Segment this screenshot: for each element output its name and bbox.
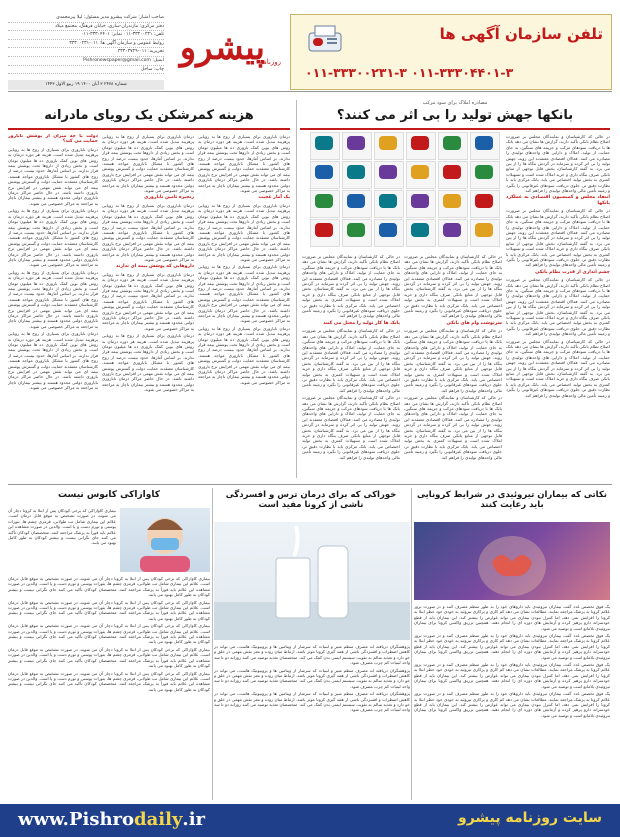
url-part: .ir — [182, 809, 206, 830]
website-url[interactable] — [18, 809, 205, 830]
story2-subhead: داروهایی که پوشش بیمه ای ندارند — [115, 264, 194, 270]
bank-logo — [342, 161, 372, 189]
bank-logo-mark — [443, 165, 461, 179]
column-rule — [411, 488, 412, 800]
bank-logo — [310, 219, 340, 247]
bank-logo — [406, 219, 436, 247]
ad-phones: ۰۱۱-۳۳۳۰۰۲۳۱-۳ ۰۱۱-۳۳۳۰۴۴۰۱-۳ — [305, 65, 514, 80]
bank-logo-mark — [443, 194, 461, 208]
thyroid-image — [414, 522, 610, 600]
bank-logo — [406, 190, 436, 218]
info-line: ایمیل: Pishronewspaper@gmail.com — [8, 57, 164, 66]
story1-body: در حالی که کارشناسان و نمایندگان مجلس بر ضرورت اصلاح نظام بانکی تأکید دارند، گزارش ها نشان می دهد بانک ها با دریافت سودهای مرکب و جریمه های سنگین، به جای حمایت از تولید، املاک و دارایی های واحدهای تولیدی را مصادره می کنند. فعالان اقتصادی معتقدند این رویه، جهش تولید را بی اثر کرده و سرمایه در گردش بنگاه ها را از بین می برد. به گفته کارشناسان، بخش قابل توجهی از منابع بانکی صرف بنگاه داری و خرید املاک شده است و تسهیلات کمتری به بخش تولید اختصاص می یابد. بانک مرکزی باید با نظارت دقیق تر، جلوی دریافت سودهای غیرقانونی را بگیرد و زمینه تأمین مالی واحدهای تولیدی را فراهم کند. — [506, 208, 610, 268]
url-part: www.Pishro — [18, 809, 135, 830]
bank-logo-mark — [347, 136, 365, 150]
bank-logo-mark — [475, 223, 493, 237]
bank-logo-mark — [315, 136, 333, 150]
bank-logo-mark — [411, 194, 429, 208]
bank-logo — [470, 190, 500, 218]
covid-text-top — [8, 508, 116, 572]
story1-subhead: چشم اندازی از قدرت نظام بانکی — [535, 269, 610, 275]
bank-logo — [310, 190, 340, 218]
story2-body: درمان ناباروری برای بسیاری از زوج ها به رویایی پرهزینه تبدیل شده است. هزینه هر دوره درمان به روش های نوین کمک باروری ده ها میلیون تومان است و بخش زیادی از داروها تحت پوشش بیمه قرار ندارند. بر اساس آمارها، حدود بیست درصد از زوج های کشور با مشکل ناباروری مواجه هستند. کارشناسان معتقدند حمایت دولت و گسترش پوشش بیمه ای می تواند نقش مهمی در افزایش نرخ باروری داشته باشد. در حال حاضر مراکز درمان ناباروری دولتی محدود هستند و بیشتر بیماران ناچار به مراجعه به مراکز خصوصی می شوند. — [8, 269, 98, 329]
story2-body: درمان ناباروری برای بسیاری از زوج ها به رویایی پرهزینه تبدیل شده است. هزینه هر دوره درمان به روش های نوین کمک باروری ده ها میلیون تومان است و بخش زیادی از داروها تحت پوشش بیمه قرار ندارند. بر اساس آمارها، حدود بیست درصد از زوج های کشور با مشکل ناباروری مواجه هستند. کارشناسان معتقدند حمایت دولت و گسترش پوشش بیمه ای می تواند نقش مهمی در افزایش نرخ باروری داشته باشد. در حال حاضر مراکز درمان ناباروری دولتی محدود هستند و بیشتر بیماران ناچار به مراجعه به مراکز خصوصی می شوند. — [198, 202, 290, 262]
covid-text — [8, 576, 210, 800]
bank-logo — [470, 132, 500, 160]
story2-body: درمان ناباروری برای بسیاری از زوج ها به رویایی پرهزینه تبدیل شده است. هزینه هر دوره درمان به روش های نوین کمک باروری ده ها میلیون تومان است و بخش زیادی از داروها تحت پوشش بیمه قرار ندارند. بر اساس آمارها، حدود بیست درصد از زوج های کشور با مشکل ناباروری مواجه هستند. کارشناسان معتقدند حمایت دولت و گسترش پوشش بیمه ای می تواند نقش مهمی در افزایش نرخ باروری داشته باشد. در حال حاضر مراکز درمان ناباروری دولتی محدود هستند و بیشتر بیماران ناچار به مراجعه به مراکز خصوصی می شوند. — [102, 271, 194, 331]
bank-logo-mark — [315, 194, 333, 208]
column-rule — [296, 100, 297, 478]
bank-logo-mark — [379, 165, 397, 179]
story1-kicker: مصادره املاک برای سود مرکب — [422, 100, 488, 106]
bank-logo-mark — [315, 223, 333, 237]
bank-logo — [342, 132, 372, 160]
publisher-info — [8, 14, 164, 90]
website-label: سایت روزنامه پیشرو — [458, 810, 602, 826]
bank-logo-mark — [411, 223, 429, 237]
story2-body: درمان ناباروری برای بسیاری از زوج ها به رویایی پرهزینه تبدیل شده است. هزینه هر دوره درمان به روش های نوین کمک باروری ده ها میلیون تومان است و بخش زیادی از داروها تحت پوشش بیمه قرار ندارند. بر اساس آمارها، حدود بیست درصد از زوج های کشور با مشکل ناباروری مواجه هستند. کارشناسان معتقدند حمایت دولت و گسترش پوشش بیمه ای می تواند نقش مهمی در افزایش نرخ باروری داشته باشد. در حال حاضر مراکز درمان ناباروری دولتی محدود هستند و بیشتر بیماران ناچار به مراجعه به مراکز خصوصی می شوند. — [102, 202, 194, 262]
info-line: تحریریه: ۰۱۱-۳۳۳۰۳۷۲۹ — [8, 48, 164, 57]
logo-main: پیشرو — [179, 28, 265, 68]
thyroid-body: یک فوق تخصص غدد گفت بیماران تیروئیدی باید داروهای خود را به طور منظم مصرف کنند و در صورت بروز علائم کرونا به پزشک مراجعه نمایند. مطالعات نشان می دهد کم کاری و پرکاری تیروئید به خودی خود خطر ابتلا به کرونا را افزایش نمی دهد، اما کنترل نبودن بیماری می تواند عوارض را بیشتر کند. این بیماران باید از قطع خودسرانه دارو پرهیز کرده و آزمایش های دوره ای را انجام دهند. همچنین تزریق واکسن کرونا برای بیماران تیروئیدی بلامانع است و توصیه می شود. — [414, 604, 610, 631]
thyroid-text — [414, 604, 610, 800]
section-separator — [8, 484, 612, 485]
child-mask-illustration — [120, 508, 210, 572]
story2-body: درمان ناباروری برای بسیاری از زوج ها به رویایی پرهزینه تبدیل شده است. هزینه هر دوره درمان به روش های نوین کمک باروری ده ها میلیون تومان است و بخش زیادی از داروها تحت پوشش بیمه قرار ندارند. بر اساس آمارها، حدود بیست درصد از زوج های کشور با مشکل ناباروری مواجه هستند. کارشناسان معتقدند حمایت دولت و گسترش پوشش بیمه ای می تواند نقش مهمی در افزایش نرخ باروری داشته باشد. در حال حاضر مراکز درمان ناباروری دولتی محدود هستند و بیشتر بیماران ناچار به مراجعه به مراکز خصوصی می شوند. — [198, 264, 290, 324]
thyroid-body: یک فوق تخصص غدد گفت بیماران تیروئیدی باید داروهای خود را به طور منظم مصرف کنند و در صورت بروز علائم کرونا به پزشک مراجعه نمایند. مطالعات نشان می دهد کم کاری و پرکاری تیروئید به خودی خود خطر ابتلا به کرونا را افزایش نمی دهد، اما کنترل نبودن بیماری می تواند عوارض را بیشتر کند. این بیماران باید از قطع خودسرانه دارو پرهیز کرده و آزمایش های دوره ای را انجام دهند. همچنین تزریق واکسن کرونا برای بیماران تیروئیدی بلامانع است و توصیه می شود. — [414, 633, 610, 660]
story2-title: هزینه کمرشکن یک رویای مادرانه — [44, 108, 254, 123]
bank-logo — [342, 219, 372, 247]
fax-icon — [305, 23, 345, 55]
milk-title: خوراکی که برای درمان ترس و افسردگی ناشی از کرونا مفید است — [225, 490, 397, 510]
bank-logo — [310, 161, 340, 189]
covid-body: بیماری کاوازاکی که برخی کودکان پس از ابتلا به کرونا دچار آن می شوند، در صورت تشخیص به موقع قابل درمان است. علائم این بیماری شامل تب طولانی، قرمزی چشم ها، بثورات پوستی و تورم دست و پا است. والدین در صورت مشاهده این علائم باید فوراً به پزشک مراجعه کنند. متخصصان کودکان تأکید می کنند جای نگرانی نیست و بیشتر کودکان به طور کامل بهبود می یابند. — [8, 623, 210, 645]
story2-body: درمان ناباروری برای بسیاری از زوج ها به رویایی پرهزینه تبدیل شده است. هزینه هر دوره درمان به روش های نوین کمک باروری ده ها میلیون تومان است و بخش زیادی از داروها تحت پوشش بیمه قرار ندارند. بر اساس آمارها، حدود بیست درصد از زوج های کشور با مشکل ناباروری مواجه هستند. کارشناسان معتقدند حمایت دولت و گسترش پوشش بیمه ای می تواند نقش مهمی در افزایش نرخ باروری داشته باشد. در حال حاضر مراکز درمان ناباروری دولتی محدود هستند و بیشتر بیماران ناچار به مراجعه به مراکز خصوصی می شوند. — [198, 134, 290, 194]
story2-col3 — [8, 134, 98, 476]
covid-body: بیماری کاوازاکی که برخی کودکان پس از ابتلا به کرونا دچار آن می شوند، در صورت تشخیص به موقع قابل درمان است. علائم این بیماری شامل تب طولانی، قرمزی چشم ها، بثورات پوستی و تورم دست و پا است. والدین در صورت مشاهده این علائم باید فوراً به پزشک مراجعه کنند. متخصصان کودکان تأکید می کنند جای نگرانی نیست و بیشتر کودکان به طور کامل بهبود می یابند. — [8, 599, 210, 621]
story2-body: درمان ناباروری برای بسیاری از زوج ها به رویایی پرهزینه تبدیل شده است. هزینه هر دوره درمان به روش های نوین کمک باروری ده ها میلیون تومان است و بخش زیادی از داروها تحت پوشش بیمه قرار ندارند. بر اساس آمارها، حدود بیست درصد از زوج های کشور با مشکل ناباروری مواجه هستند. کارشناسان معتقدند حمایت دولت و گسترش پوشش بیمه ای می تواند نقش مهمی در افزایش نرخ باروری داشته باشد. در حال حاضر مراکز درمان ناباروری دولتی محدود هستند و بیشتر بیماران ناچار به مراجعه به مراکز خصوصی می شوند. — [8, 331, 98, 391]
story1-col1 — [506, 134, 610, 476]
thyroid-body: یک فوق تخصص غدد گفت بیماران تیروئیدی باید داروهای خود را به طور منظم مصرف کنند و در صورت بروز علائم کرونا به پزشک مراجعه نمایند. مطالعات نشان می دهد کم کاری و پرکاری تیروئید به خودی خود خطر ابتلا به کرونا را افزایش نمی دهد، اما کنترل نبودن بیماری می تواند عوارض را بیشتر کند. این بیماران باید از قطع خودسرانه دارو پرهیز کرده و آزمایش های دوره ای را انجام دهند. همچنین تزریق واکسن کرونا برای بیماران تیروئیدی بلامانع است و توصیه می شود. — [414, 691, 610, 718]
info-line: دفتر مرکزی: مازندران-ساری، خیابان فرهنگ، مجتمع میلاد — [8, 23, 164, 32]
bank-logo-mark — [379, 194, 397, 208]
covid-body: بیماری کاوازاکی که برخی کودکان پس از ابتلا به کرونا دچار آن می شوند، در صورت تشخیص به موقع قابل درمان است. علائم این بیماری شامل تب طولانی، قرمزی چشم ها، بثورات پوستی و تورم دست و پا است. والدین در صورت مشاهده این علائم باید فوراً به پزشک مراجعه کنند. متخصصان کودکان تأکید می کنند جای نگرانی نیست و بیشتر کودکان به طور کامل بهبود می یابند. — [8, 670, 210, 692]
bank-logo — [470, 219, 500, 247]
story2-body: درمان ناباروری برای بسیاری از زوج ها به رویایی پرهزینه تبدیل شده است. هزینه هر دوره درمان به روش های نوین کمک باروری ده ها میلیون تومان است و بخش زیادی از داروها تحت پوشش بیمه قرار ندارند. بر اساس آمارها، حدود بیست درصد از زوج های کشور با مشکل ناباروری مواجه هستند. کارشناسان معتقدند حمایت دولت و گسترش پوشش بیمه ای می تواند نقش مهمی در افزایش نرخ باروری داشته باشد. در حال حاضر مراکز درمان ناباروری دولتی محدود هستند و بیشتر بیماران ناچار به مراجعه به مراکز خصوصی می شوند. — [8, 208, 98, 268]
story2-col1 — [198, 134, 290, 476]
bank-logo — [406, 161, 436, 189]
bank-logo — [438, 161, 468, 189]
story2-subhead: زنجیره تامین ناباروری — [144, 195, 194, 201]
bank-logo — [438, 219, 468, 247]
milk-illustration — [214, 522, 410, 640]
info-line: روابط عمومی و سازمان آگهی ها: ۰۱۱-۳۳۳۰۰۲۳۱ — [8, 40, 164, 49]
ad-phone-box — [290, 14, 612, 90]
story1-body: در حالی که کارشناسان و نمایندگان مجلس بر ضرورت اصلاح نظام بانکی تأکید دارند، گزارش ها نشان می دهد بانک ها با دریافت سودهای مرکب و جریمه های سنگین، به جای حمایت از تولید، املاک و دارایی های واحدهای تولیدی را مصادره می کنند. فعالان اقتصادی معتقدند این رویه، جهش تولید را بی اثر کرده و سرمایه در گردش بنگاه ها را از بین می برد. به گفته کارشناسان، بخش قابل توجهی از منابع بانکی صرف بنگاه داری و خرید املاک شده است و تسهیلات کمتری به بخش تولید اختصاص می یابد. بانک مرکزی باید با نظارت دقیق تر، جلوی دریافت سودهای غیرقانونی را بگیرد و زمینه تأمین مالی واحدهای تولیدی را فراهم کند. — [404, 328, 502, 393]
story2-col2 — [102, 134, 194, 476]
story1-subhead: انتقاد مجلس و کمیسیون اقتصادی به عملکرد بانکها — [506, 195, 610, 206]
bank-logo-mark — [379, 136, 397, 150]
bank-logo-mark — [411, 136, 429, 150]
bank-logo-mark — [315, 165, 333, 179]
story1-body: در حالی که کارشناسان و نمایندگان مجلس بر ضرورت اصلاح نظام بانکی تأکید دارند، گزارش ها نشان می دهد بانک ها با دریافت سودهای مرکب و جریمه های سنگین، به جای حمایت از تولید، املاک و دارایی های واحدهای تولیدی را مصادره می کنند. فعالان اقتصادی معتقدند این رویه، جهش تولید را بی اثر کرده و سرمایه در گردش بنگاه ها را از بین می برد. به گفته کارشناسان، بخش قابل توجهی از منابع بانکی صرف بنگاه داری و خرید املاک شده است و تسهیلات کمتری به بخش تولید اختصاص می یابد. بانک مرکزی باید با نظارت دقیق تر، جلوی دریافت سودهای غیرقانونی را بگیرد و زمینه تأمین مالی واحدهای تولیدی را فراهم کند. — [506, 338, 610, 398]
story1-body: در حالی که کارشناسان و نمایندگان مجلس بر ضرورت اصلاح نظام بانکی تأکید دارند، گزارش ها نشان می دهد بانک ها با دریافت سودهای مرکب و جریمه های سنگین، به جای حمایت از تولید، املاک و دارایی های واحدهای تولیدی را مصادره می کنند. فعالان اقتصادی معتقدند این رویه، جهش تولید را بی اثر کرده و سرمایه در گردش بنگاه ها را از بین می برد. به گفته کارشناسان، بخش قابل توجهی از منابع بانکی صرف بنگاه داری و خرید املاک شده است و تسهیلات کمتری به بخش تولید اختصاص می یابد. بانک مرکزی باید با نظارت دقیق تر، جلوی دریافت سودهای غیرقانونی را بگیرد و زمینه تأمین مالی واحدهای تولیدی را فراهم کند. — [404, 395, 502, 460]
story1-col2 — [404, 254, 502, 476]
bank-logo — [374, 161, 404, 189]
milk-body: پژوهشگران دریافته اند مصرف منظم شیر و لبنیات که سرشار از ویتامین ها و پروبیوتیک هاست، می تواند در کاهش اضطراب و افسردگی ناشی از همه گیری کرونا موثر باشد. ارتباط میان روده و مغز نقش مهمی در خلق و خو دارد و تغذیه سالم به تقویت سیستم ایمنی بدن کمک می کند. متخصصان تغذیه توصیه می کنند روزانه دو تا سه واحد لبنیات کم چرب مصرف شود. — [214, 691, 410, 713]
newspaper-logo — [165, 14, 285, 90]
bank-logo — [470, 161, 500, 189]
bank-logo-mark — [379, 223, 397, 237]
bank-logo — [374, 132, 404, 160]
bank-logo — [406, 132, 436, 160]
bank-logo — [374, 190, 404, 218]
bank-logo-mark — [347, 194, 365, 208]
info-line: چاپ: ساحل — [8, 66, 164, 75]
bank-logo-mark — [347, 223, 365, 237]
milk-image — [214, 522, 410, 640]
logo-sub: روزنامه — [259, 58, 281, 66]
bank-logo-mark — [443, 136, 461, 150]
bank-logo — [310, 132, 340, 160]
divider — [300, 128, 610, 130]
covid-body: بیماری کاوازاکی که برخی کودکان پس از ابتلا به کرونا دچار آن می شوند، در صورت تشخیص به موقع قابل درمان است. علائم این بیماری شامل تب طولانی، قرمزی چشم ها، بثورات پوستی و تورم دست و پا است. والدین در صورت مشاهده این علائم باید فوراً به پزشک مراجعه کنند. متخصصان کودکان تأکید می کنند جای نگرانی نیست و بیشتر کودکان به طور کامل بهبود می یابند. — [8, 508, 116, 546]
bank-logo — [342, 190, 372, 218]
covid-body: بیماری کاوازاکی که برخی کودکان پس از ابتلا به کرونا دچار آن می شوند، در صورت تشخیص به موقع قابل درمان است. علائم این بیماری شامل تب طولانی، قرمزی چشم ها، بثورات پوستی و تورم دست و پا است. والدین در صورت مشاهده این علائم باید فوراً به پزشک مراجعه کنند. متخصصان کودکان تأکید می کنند جای نگرانی نیست و بیشتر کودکان به طور کامل بهبود می یابند. — [8, 646, 210, 669]
story1-body: در حالی که کارشناسان و نمایندگان مجلس بر ضرورت اصلاح نظام بانکی تأکید دارند، گزارش ها نشان می دهد بانک ها با دریافت سودهای مرکب و جریمه های سنگین، به جای حمایت از تولید، املاک و دارایی های واحدهای تولیدی را مصادره می کنند. فعالان اقتصادی معتقدند این رویه، جهش تولید را بی اثر کرده و سرمایه در گردش بنگاه ها را از بین می برد. به گفته کارشناسان، بخش قابل توجهی از منابع بانکی صرف بنگاه داری و خرید املاک شده است و تسهیلات کمتری به بخش تولید اختصاص می یابد. بانک مرکزی باید با نظارت دقیق تر، جلوی دریافت سودهای غیرقانونی را بگیرد و زمینه تأمین مالی واحدهای تولیدی را فراهم کند. — [506, 134, 610, 194]
thyroid-body: یک فوق تخصص غدد گفت بیماران تیروئیدی باید داروهای خود را به طور منظم مصرف کنند و در صورت بروز علائم کرونا به پزشک مراجعه نمایند. مطالعات نشان می دهد کم کاری و پرکاری تیروئید به خودی خود خطر ابتلا به کرونا را افزایش نمی دهد، اما کنترل نبودن بیماری می تواند عوارض را بیشتر کند. این بیماران باید از قطع خودسرانه دارو پرهیز کرده و آزمایش های دوره ای را انجام دهند. همچنین تزریق واکسن کرونا برای بیماران تیروئیدی بلامانع است و توصیه می شود. — [414, 662, 610, 689]
footer-banner — [0, 804, 620, 837]
info-line: تلفن: ۳۳۳۰۰۲۳۱-۰۱۱ نمابر: ۳۳۳۰۴۴۰۱-۰۱۱ — [8, 31, 164, 40]
bank-logo-mark — [475, 165, 493, 179]
child-mask-image — [120, 508, 210, 572]
story1-subhead: بانک ها کار تولید را مختل می کنند — [323, 320, 400, 326]
bank-logo-mark — [347, 165, 365, 179]
story1-title: بانکها جهش تولید را بی اثر می کنند؟ — [336, 108, 574, 123]
bank-logo-mark — [475, 136, 493, 150]
issue-bar: شماره ۲۴۷۸ ۳ آبان ۱۴۰۰ ۱۹ ربیع الاول ۱۴۴۳ — [8, 80, 164, 90]
story1-body: در حالی که کارشناسان و نمایندگان مجلس بر ضرورت اصلاح نظام بانکی تأکید دارند، گزارش ها نشان می دهد بانک ها با دریافت سودهای مرکب و جریمه های سنگین، به جای حمایت از تولید، املاک و دارایی های واحدهای تولیدی را مصادره می کنند. فعالان اقتصادی معتقدند این رویه، جهش تولید را بی اثر کرده و سرمایه در گردش بنگاه ها را از بین می برد. به گفته کارشناسان، بخش قابل توجهی از منابع بانکی صرف بنگاه داری و خرید املاک شده است و تسهیلات کمتری به بخش تولید اختصاص می یابد. بانک مرکزی باید با نظارت دقیق تر، جلوی دریافت سودهای غیرقانونی را بگیرد و زمینه تأمین مالی واحدهای تولیدی را فراهم کند. — [506, 277, 610, 337]
bank-logo-mark — [475, 194, 493, 208]
bank-logo — [438, 132, 468, 160]
thyroid-title: نکاتی که بیماران تیروئیدی در شرایط کرونایی باید رعایت کنند — [417, 490, 607, 510]
bank-logo-mark — [443, 223, 461, 237]
story2-body: درمان ناباروری برای بسیاری از زوج ها به رویایی پرهزینه تبدیل شده است. هزینه هر دوره درمان به روش های نوین کمک باروری ده ها میلیون تومان است و بخش زیادی از داروها تحت پوشش بیمه قرار ندارند. بر اساس آمارها، حدود بیست درصد از زوج های کشور با مشکل ناباروری مواجه هستند. کارشناسان معتقدند حمایت دولت و گسترش پوشش بیمه ای می تواند نقش مهمی در افزایش نرخ باروری داشته باشد. در حال حاضر مراکز درمان ناباروری دولتی محدود هستند و بیشتر بیماران ناچار به مراجعه به مراکز خصوصی می شوند. — [102, 333, 194, 393]
bank-logos — [306, 132, 500, 250]
column-rule — [212, 488, 213, 800]
story1-subhead: سرنوشت وام های بانکی — [446, 320, 502, 326]
milk-body: پژوهشگران دریافته اند مصرف منظم شیر و لبنیات که سرشار از ویتامین ها و پروبیوتیک هاست، می تواند در کاهش اضطراب و افسردگی ناشی از همه گیری کرونا موثر باشد. ارتباط میان روده و مغز نقش مهمی در خلق و خو دارد و تغذیه سالم به تقویت سیستم ایمنی بدن کمک می کند. متخصصان تغذیه توصیه می کنند روزانه دو تا سه واحد لبنیات کم چرب مصرف شود. — [214, 667, 410, 689]
milk-body: پژوهشگران دریافته اند مصرف منظم شیر و لبنیات که سرشار از ویتامین ها و پروبیوتیک هاست، می تواند در کاهش اضطراب و افسردگی ناشی از همه گیری کرونا موثر باشد. ارتباط میان روده و مغز نقش مهمی در خلق و خو دارد و تغذیه سالم به تقویت سیستم ایمنی بدن کمک می کند. متخصصان تغذیه توصیه می کنند روزانه دو تا سه واحد لبنیات کم چرب مصرف شود. — [214, 644, 410, 666]
story2-subhead: دولت با چه میزان از پوشش نابارور حمایت می کند؟ — [8, 134, 98, 145]
story1-body: در حالی که کارشناسان و نمایندگان مجلس بر ضرورت اصلاح نظام بانکی تأکید دارند، گزارش ها نشان می دهد بانک ها با دریافت سودهای مرکب و جریمه های سنگین، به جای حمایت از تولید، املاک و دارایی های واحدهای تولیدی را مصادره می کنند. فعالان اقتصادی معتقدند این رویه، جهش تولید را بی اثر کرده و سرمایه در گردش بنگاه ها را از بین می برد. به گفته کارشناسان، بخش قابل توجهی از منابع بانکی صرف بنگاه داری و خرید املاک شده است و تسهیلات کمتری به بخش تولید اختصاص می یابد. بانک مرکزی باید با نظارت دقیق تر، جلوی دریافت سودهای غیرقانونی را بگیرد و زمینه تأمین مالی واحدهای تولیدی را فراهم کند. — [404, 254, 502, 319]
story2-body: درمان ناباروری برای بسیاری از زوج ها به رویایی پرهزینه تبدیل شده است. هزینه هر دوره درمان به روش های نوین کمک باروری ده ها میلیون تومان است و بخش زیادی از داروها تحت پوشش بیمه قرار ندارند. بر اساس آمارها، حدود بیست درصد از زوج های کشور با مشکل ناباروری مواجه هستند. کارشناسان معتقدند حمایت دولت و گسترش پوشش بیمه ای می تواند نقش مهمی در افزایش نرخ باروری داشته باشد. در حال حاضر مراکز درمان ناباروری دولتی محدود هستند و بیشتر بیماران ناچار به مراجعه به مراکز خصوصی می شوند. — [198, 325, 290, 385]
url-part: daily — [134, 809, 183, 830]
story2-subhead: یک آمار عجیب — [258, 195, 290, 201]
bank-logo-mark — [411, 165, 429, 179]
story2-body: درمان ناباروری برای بسیاری از زوج ها به رویایی پرهزینه تبدیل شده است. هزینه هر دوره درمان به روش های نوین کمک باروری ده ها میلیون تومان است و بخش زیادی از داروها تحت پوشش بیمه قرار ندارند. بر اساس آمارها، حدود بیست درصد از زوج های کشور با مشکل ناباروری مواجه هستند. کارشناسان معتقدند حمایت دولت و گسترش پوشش بیمه ای می تواند نقش مهمی در افزایش نرخ باروری داشته باشد. در حال حاضر مراکز درمان ناباروری دولتی محدود هستند و بیشتر بیماران ناچار به مراجعه به مراکز خصوصی می شوند. — [8, 146, 98, 206]
ad-title: تلفن سازمان آگهی ها — [439, 25, 603, 43]
bank-logo — [438, 190, 468, 218]
divider — [8, 128, 290, 130]
story1-col3 — [302, 254, 400, 476]
milk-text — [214, 644, 410, 800]
story1-body: در حالی که کارشناسان و نمایندگان مجلس بر ضرورت اصلاح نظام بانکی تأکید دارند، گزارش ها نشان می دهد بانک ها با دریافت سودهای مرکب و جریمه های سنگین، به جای حمایت از تولید، املاک و دارایی های واحدهای تولیدی را مصادره می کنند. فعالان اقتصادی معتقدند این رویه، جهش تولید را بی اثر کرده و سرمایه در گردش بنگاه ها را از بین می برد. به گفته کارشناسان، بخش قابل توجهی از منابع بانکی صرف بنگاه داری و خرید املاک شده است و تسهیلات کمتری به بخش تولید اختصاص می یابد. بانک مرکزی باید با نظارت دقیق تر، جلوی دریافت سودهای غیرقانونی را بگیرد و زمینه تأمین مالی واحدهای تولیدی را فراهم کند. — [302, 328, 400, 393]
info-line: صاحب امتیاز: شرکت پیشرو مدیر مسئول: لیلا پیرمحمدی — [8, 14, 164, 23]
story1-body: در حالی که کارشناسان و نمایندگان مجلس بر ضرورت اصلاح نظام بانکی تأکید دارند، گزارش ها نشان می دهد بانک ها با دریافت سودهای مرکب و جریمه های سنگین، به جای حمایت از تولید، املاک و دارایی های واحدهای تولیدی را مصادره می کنند. فعالان اقتصادی معتقدند این رویه، جهش تولید را بی اثر کرده و سرمایه در گردش بنگاه ها را از بین می برد. به گفته کارشناسان، بخش قابل توجهی از منابع بانکی صرف بنگاه داری و خرید املاک شده است و تسهیلات کمتری به بخش تولید اختصاص می یابد. بانک مرکزی باید با نظارت دقیق تر، جلوی دریافت سودهای غیرقانونی را بگیرد و زمینه تأمین مالی واحدهای تولیدی را فراهم کند. — [302, 395, 400, 460]
covid-title: کاوازاکی کابوس نیست — [58, 490, 160, 500]
thyroid-illustration — [414, 522, 610, 600]
covid-body: بیماری کاوازاکی که برخی کودکان پس از ابتلا به کرونا دچار آن می شوند، در صورت تشخیص به موقع قابل درمان است. علائم این بیماری شامل تب طولانی، قرمزی چشم ها، بثورات پوستی و تورم دست و پا است. والدین در صورت مشاهده این علائم باید فوراً به پزشک مراجعه کنند. متخصصان کودکان تأکید می کنند جای نگرانی نیست و بیشتر کودکان به طور کامل بهبود می یابند. — [8, 576, 210, 598]
bank-logo — [374, 219, 404, 247]
story2-body: درمان ناباروری برای بسیاری از زوج ها به رویایی پرهزینه تبدیل شده است. هزینه هر دوره درمان به روش های نوین کمک باروری ده ها میلیون تومان است و بخش زیادی از داروها تحت پوشش بیمه قرار ندارند. بر اساس آمارها، حدود بیست درصد از زوج های کشور با مشکل ناباروری مواجه هستند. کارشناسان معتقدند حمایت دولت و گسترش پوشش بیمه ای می تواند نقش مهمی در افزایش نرخ باروری داشته باشد. در حال حاضر مراکز درمان ناباروری دولتی محدود هستند و بیشتر بیماران ناچار به مراجعه به مراکز خصوصی می شوند. — [102, 134, 194, 194]
story1-body: در حالی که کارشناسان و نمایندگان مجلس بر ضرورت اصلاح نظام بانکی تأکید دارند، گزارش ها نشان می دهد بانک ها با دریافت سودهای مرکب و جریمه های سنگین، به جای حمایت از تولید، املاک و دارایی های واحدهای تولیدی را مصادره می کنند. فعالان اقتصادی معتقدند این رویه، جهش تولید را بی اثر کرده و سرمایه در گردش بنگاه ها را از بین می برد. به گفته کارشناسان، بخش قابل توجهی از منابع بانکی صرف بنگاه داری و خرید املاک شده است و تسهیلات کمتری به بخش تولید اختصاص می یابد. بانک مرکزی باید با نظارت دقیق تر، جلوی دریافت سودهای غیرقانونی را بگیرد و زمینه تأمین مالی واحدهای تولیدی را فراهم کند. — [302, 254, 400, 319]
